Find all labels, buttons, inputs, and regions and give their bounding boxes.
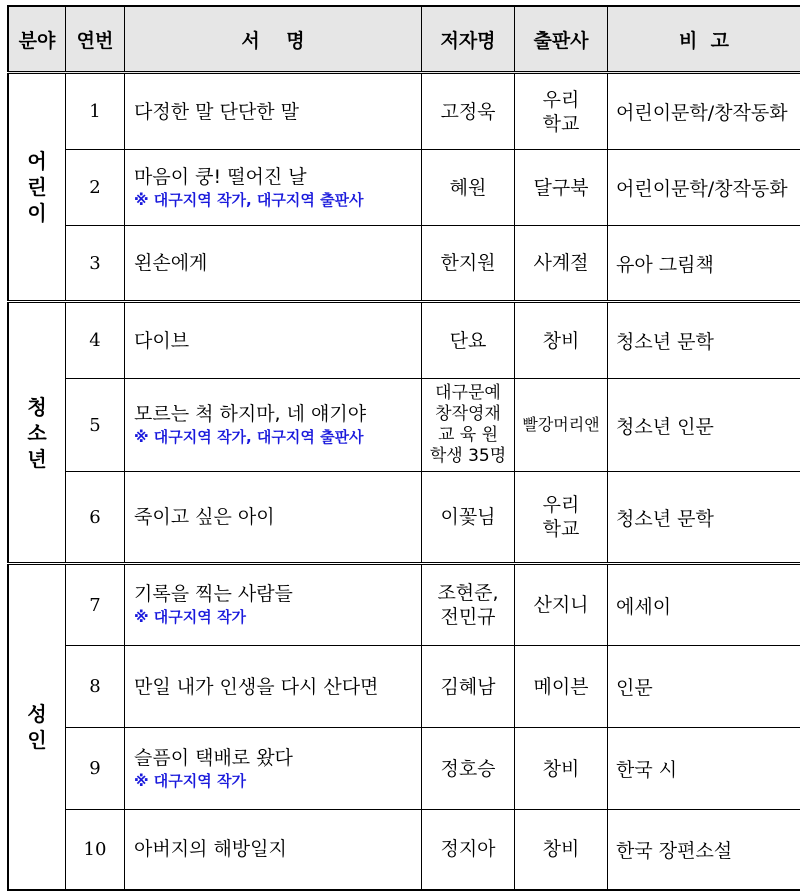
row-number: 5 xyxy=(66,379,125,472)
book-title: 왼손에게 xyxy=(134,252,208,274)
category-youth: 청 소 년 xyxy=(8,302,66,564)
row-number: 4 xyxy=(66,302,125,379)
book-title: 만일 내가 인생을 다시 산다면 xyxy=(134,675,379,698)
book-title: 아버지의 해방일지 xyxy=(134,838,287,861)
table-row xyxy=(8,564,800,646)
note-cell: 한국 장편소설 xyxy=(608,810,800,890)
header-note: 비 고 xyxy=(608,6,800,73)
book-title-cell xyxy=(125,150,422,226)
author-cell: 대구문예 창작영재 교 육 원 학생 35명 xyxy=(422,379,515,472)
row-number: 3 xyxy=(66,226,125,302)
note-cell: 어린이문학/창작동화 xyxy=(608,73,800,150)
publisher-cell: 달구북 xyxy=(515,150,608,226)
author-cell: 김혜남 xyxy=(422,646,515,728)
publisher-cell: 메이븐 xyxy=(515,646,608,728)
book-title: 마음이 쿵! 떨어진 날 xyxy=(134,165,307,188)
local-note: ※ 대구지역 작가, 대구지역 출판사 xyxy=(134,190,364,209)
publisher-cell: 산지니 xyxy=(515,564,608,646)
row-number: 1 xyxy=(66,73,125,150)
table-row xyxy=(8,379,800,472)
header-row xyxy=(8,6,800,73)
table-row xyxy=(8,73,800,150)
category-adult: 성 인 xyxy=(8,564,66,890)
category-children: 어 린 이 xyxy=(8,73,66,302)
author-cell: 한지원 xyxy=(422,226,515,302)
note-cell: 어린이문학/창작동화 xyxy=(608,150,800,226)
note-cell: 인문 xyxy=(608,646,800,728)
table-row xyxy=(8,226,800,302)
header-publisher: 출판사 xyxy=(515,6,608,73)
publisher-cell: 빨강머리앤 xyxy=(515,379,608,472)
row-number: 10 xyxy=(66,810,125,890)
note-cell: 청소년 문학 xyxy=(608,472,800,564)
header-number: 연번 xyxy=(66,6,125,73)
book-title: 모르는 척 하지마, 네 얘기야 xyxy=(134,403,367,425)
publisher-cell: 창비 xyxy=(515,302,608,379)
publisher-cell: 창비 xyxy=(515,810,608,890)
book-title: 죽이고 싶은 아이 xyxy=(134,506,275,528)
publisher-cell: 사계절 xyxy=(515,226,608,302)
table-row xyxy=(8,302,800,379)
book-title-cell xyxy=(125,302,422,379)
note-cell: 한국 시 xyxy=(608,728,800,810)
book-title-cell xyxy=(125,646,422,728)
publisher-cell: 우리 학교 xyxy=(515,73,608,150)
note-cell: 유아 그림책 xyxy=(608,226,800,302)
book-title: 다이브 xyxy=(134,329,190,352)
publisher-cell: 우리 학교 xyxy=(515,472,608,564)
header-title: 서 명 xyxy=(125,6,422,73)
book-title-cell xyxy=(125,73,422,150)
book-title-cell xyxy=(125,810,422,890)
note-cell: 에세이 xyxy=(608,564,800,646)
book-title-cell xyxy=(125,226,422,302)
local-note: ※ 대구지역 작가 xyxy=(134,608,246,626)
book-title-cell xyxy=(125,379,422,472)
author-cell: 조현준, 전민규 xyxy=(422,564,515,646)
book-list-table xyxy=(7,5,800,891)
author-cell: 단요 xyxy=(422,302,515,379)
book-title: 기록을 찍는 사람들 xyxy=(134,583,293,605)
local-note: ※ 대구지역 작가 xyxy=(134,771,246,790)
book-title-cell xyxy=(125,728,422,810)
book-title-cell xyxy=(125,472,422,564)
publisher-cell: 창비 xyxy=(515,728,608,810)
note-cell: 청소년 인문 xyxy=(608,379,800,472)
author-cell: 고정욱 xyxy=(422,73,515,150)
author-cell: 이꽃님 xyxy=(422,472,515,564)
table-row xyxy=(8,646,800,728)
author-cell: 혜원 xyxy=(422,150,515,226)
row-number: 6 xyxy=(66,472,125,564)
table-row xyxy=(8,728,800,810)
author-cell: 정지아 xyxy=(422,810,515,890)
row-number: 2 xyxy=(66,150,125,226)
header-author: 저자명 xyxy=(422,6,515,73)
book-title-cell xyxy=(125,564,422,646)
table-row xyxy=(8,810,800,890)
book-title: 슬픔이 택배로 왔다 xyxy=(134,746,293,769)
row-number: 7 xyxy=(66,564,125,646)
author-cell: 정호승 xyxy=(422,728,515,810)
local-note: ※ 대구지역 작가, 대구지역 출판사 xyxy=(134,428,364,446)
table-row xyxy=(8,472,800,564)
note-cell: 청소년 문학 xyxy=(608,302,800,379)
book-title: 다정한 말 단단한 말 xyxy=(134,100,299,123)
row-number: 9 xyxy=(66,728,125,810)
header-category: 분야 xyxy=(8,6,66,73)
row-number: 8 xyxy=(66,646,125,728)
table-row xyxy=(8,150,800,226)
